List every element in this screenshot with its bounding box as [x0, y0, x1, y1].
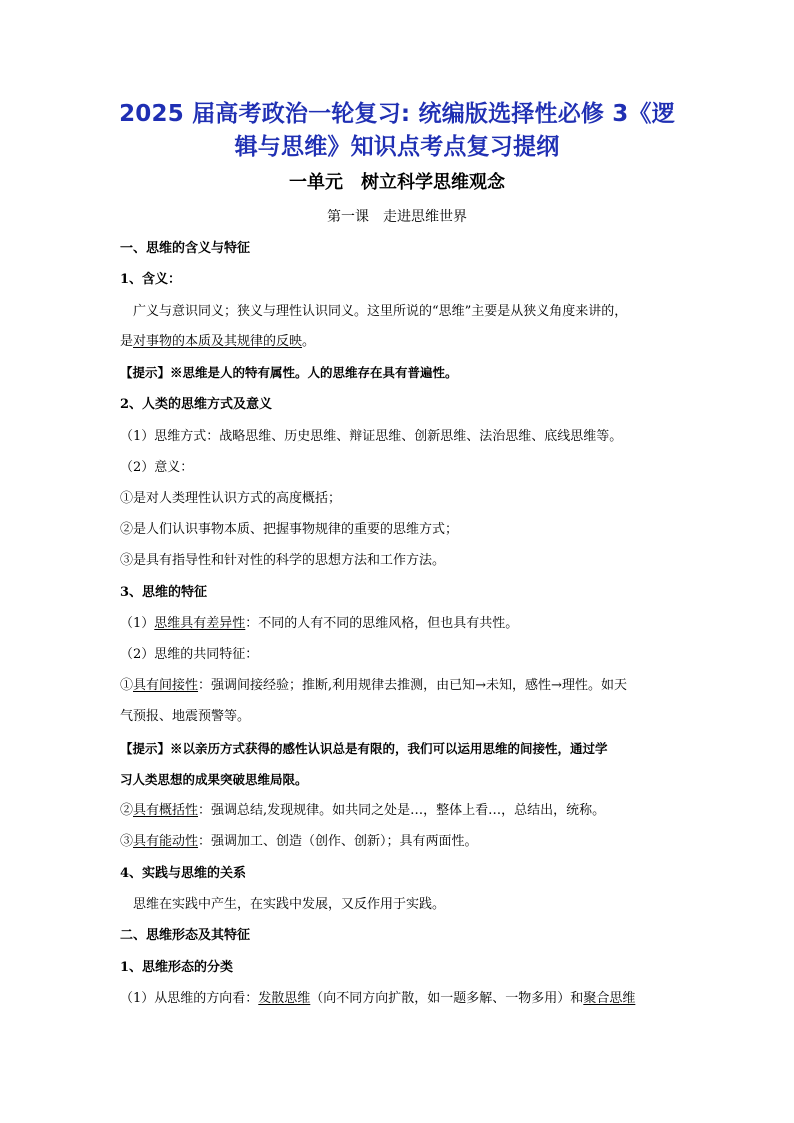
- underlined-key-phrase: 聚合思维: [583, 991, 636, 1006]
- text-span: ：强调总结,发现规律。如共同之处是…，整体上看…，总结出，统称。: [198, 803, 606, 818]
- text-span: ：强调加工、创造（创作、创新）；具有两面性。: [198, 834, 478, 849]
- significance-point-2: ②是人们认识事物本质、把握事物规律的重要的思维方式；: [120, 522, 459, 537]
- feature-difference: [120, 615, 680, 633]
- text-span: 是: [120, 334, 134, 349]
- underlined-key-phrase: 具有概括性: [133, 803, 199, 818]
- underlined-key-phrase: 具有能动性: [133, 834, 199, 849]
- feature-generality: [120, 802, 680, 820]
- tip-2-cont: 习人类思想的成果突破思维局限。: [120, 772, 308, 787]
- underlined-key-phrase: 发散思维: [258, 991, 311, 1006]
- underlined-key-phrase: 对事物的本质及其规律的反映: [133, 334, 303, 349]
- text-span: ①: [120, 678, 134, 693]
- text-span: ③: [120, 834, 134, 849]
- text-span: （1）从思维的方向看：: [120, 991, 259, 1006]
- lesson-heading: 第一课 走进思维世界: [327, 209, 467, 225]
- definition-text: 广义与意识同义；狭义与理性认识同义。这里所说的“思维”主要是从狭义角度来讲的，: [133, 304, 628, 319]
- document-title: [100, 98, 694, 164]
- item-3-heading: 3、思维的特征: [120, 585, 208, 600]
- feature-initiative: [120, 833, 680, 851]
- section-1-heading: 一、思维的含义与特征: [120, 241, 251, 256]
- significance-point-1: ①是对人类理性认识方式的高度概括；: [120, 491, 342, 506]
- text-span: （1）: [120, 616, 155, 631]
- text-span: 。: [302, 334, 316, 349]
- feature-indirectness-cont: 气预报、地震预警等。: [120, 709, 251, 724]
- section-2-item-1-heading: 1、思维形态的分类: [120, 960, 234, 975]
- item-1-heading: 1、含义：: [120, 272, 182, 287]
- title-line-1: 2025 届高考政治一轮复习: 统编版选择性必修 3《逻: [119, 101, 675, 127]
- text-span: ②: [120, 803, 134, 818]
- title-line-2: 辑与思维》知识点考点复习提纲: [234, 134, 560, 160]
- text-span: ：不同的人有不同的思维风格，但也具有共性。: [245, 616, 519, 631]
- text-span: （向不同方向扩散，如一题多解、一物多用）和: [310, 991, 584, 1006]
- underlined-key-phrase: 思维具有差异性: [154, 616, 246, 631]
- thinking-modes-text: （1）思维方式：战略思维、历史思维、辩证思维、创新思维、法治思维、底线思维等。: [120, 429, 623, 444]
- tip-1: 【提示】※思维是人的特有属性。人的思维存在具有普遍性。: [120, 365, 458, 380]
- definition-text-cont: [120, 333, 680, 351]
- thinking-direction-text: [120, 990, 680, 1008]
- feature-indirectness: [120, 677, 680, 695]
- underlined-key-phrase: 具有间接性: [133, 678, 199, 693]
- common-features-label: （2）思维的共同特征：: [120, 647, 259, 662]
- tip-2: 【提示】※以亲历方式获得的感性认识总是有限的，我们可以运用思维的间接性，通过学: [120, 741, 608, 756]
- item-4-heading: 4、实践与思维的关系: [120, 866, 247, 881]
- significance-point-3: ③是具有指导性和针对性的科学的思想方法和工作方法。: [120, 553, 446, 568]
- practice-thinking-text: 思维在实践中产生，在实践中发展，又反作用于实践。: [133, 897, 446, 912]
- significance-label: （2）意义：: [120, 460, 194, 475]
- item-2-heading: 2、人类的思维方式及意义: [120, 397, 273, 412]
- section-2-heading: 二、思维形态及其特征: [120, 928, 251, 943]
- text-span: ：强调间接经验；推断,利用规律去推测，由已知→未知，感性→理性。如天: [198, 678, 627, 693]
- unit-heading: 一单元 树立科学思维观念: [289, 172, 505, 193]
